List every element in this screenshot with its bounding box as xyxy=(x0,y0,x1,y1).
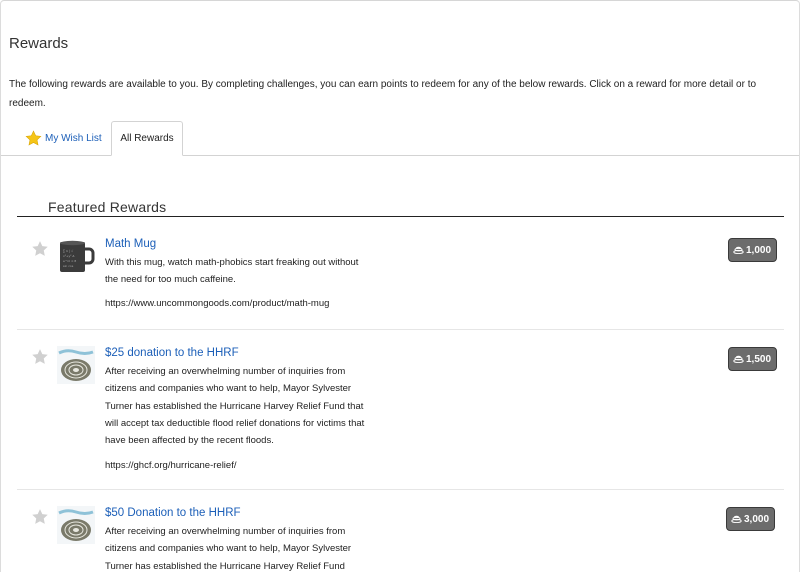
svg-text:∑ π ∫ √: ∑ π ∫ √ xyxy=(63,249,74,253)
reward-url: https://ghcf.org/hurricane-relief/ xyxy=(105,460,237,471)
svg-text:sin cos: sin cos xyxy=(63,264,74,268)
tab-label: My Wish List xyxy=(45,132,102,144)
tab-label: All Rewards xyxy=(120,133,174,144)
reward-title-link[interactable]: $25 donation to the HHRF xyxy=(105,347,239,359)
favorite-star-icon[interactable] xyxy=(31,508,49,526)
reward-title-link[interactable]: Math Mug xyxy=(105,238,157,250)
reward-description: With this mug, watch math-phobics start freaking out without the need for too much caffeine. xyxy=(105,257,359,286)
coins-icon xyxy=(733,246,744,254)
points-value: 3,000 xyxy=(744,513,770,525)
hurricane-image xyxy=(57,346,95,384)
reward-title-link[interactable]: $50 Donation to the HHRF xyxy=(105,507,241,519)
points-badge[interactable] xyxy=(728,347,777,371)
reward-description: After receiving an overwhelming number of inquiries from citizens and companies who want to help, Mayor Sylvester Turner has established the Hurricane Harvey Relief Fund xyxy=(105,526,352,572)
section-header xyxy=(17,199,784,217)
coins-icon xyxy=(731,515,742,523)
tab-my-wish-list[interactable] xyxy=(21,121,107,155)
points-value: 1,500 xyxy=(746,353,772,365)
svg-text:e^iπ ∞ θ: e^iπ ∞ θ xyxy=(63,259,77,263)
reward-item[interactable] xyxy=(17,330,784,490)
reward-url: https://www.uncommongoods.com/product/math-mug xyxy=(105,298,330,309)
points-badge[interactable] xyxy=(726,507,775,531)
favorite-star-icon[interactable] xyxy=(31,240,49,258)
reward-description: After receiving an overwhelming number of inquiries from citizens and companies who want to help, Mayor Sylvester Turner has established the Hurricane Harvey Relief Fund that will accept tax deductible flood relief donations for victims that have been affected by the recent floods. xyxy=(105,366,365,447)
reward-item[interactable] xyxy=(17,227,784,330)
intro-text: The following rewards are available to you. By completing challenges, you can earn points to redeem for any of the below rewards. Click on a reward for more detail or to redeem. xyxy=(9,79,757,109)
star-icon xyxy=(25,130,42,147)
tab-all-rewards[interactable] xyxy=(111,121,183,156)
reward-tabs xyxy=(1,121,800,156)
svg-text:x²+y² Δ: x²+y² Δ xyxy=(63,254,75,258)
favorite-star-icon[interactable] xyxy=(31,348,49,366)
section-title: Featured Rewards xyxy=(48,199,167,215)
points-badge[interactable] xyxy=(728,238,777,262)
page-title: Rewards xyxy=(9,35,69,52)
mug-image xyxy=(57,238,95,276)
reward-item[interactable] xyxy=(17,490,784,572)
coins-icon xyxy=(733,355,744,363)
hurricane-image xyxy=(57,506,95,544)
points-value: 1,000 xyxy=(746,244,772,256)
